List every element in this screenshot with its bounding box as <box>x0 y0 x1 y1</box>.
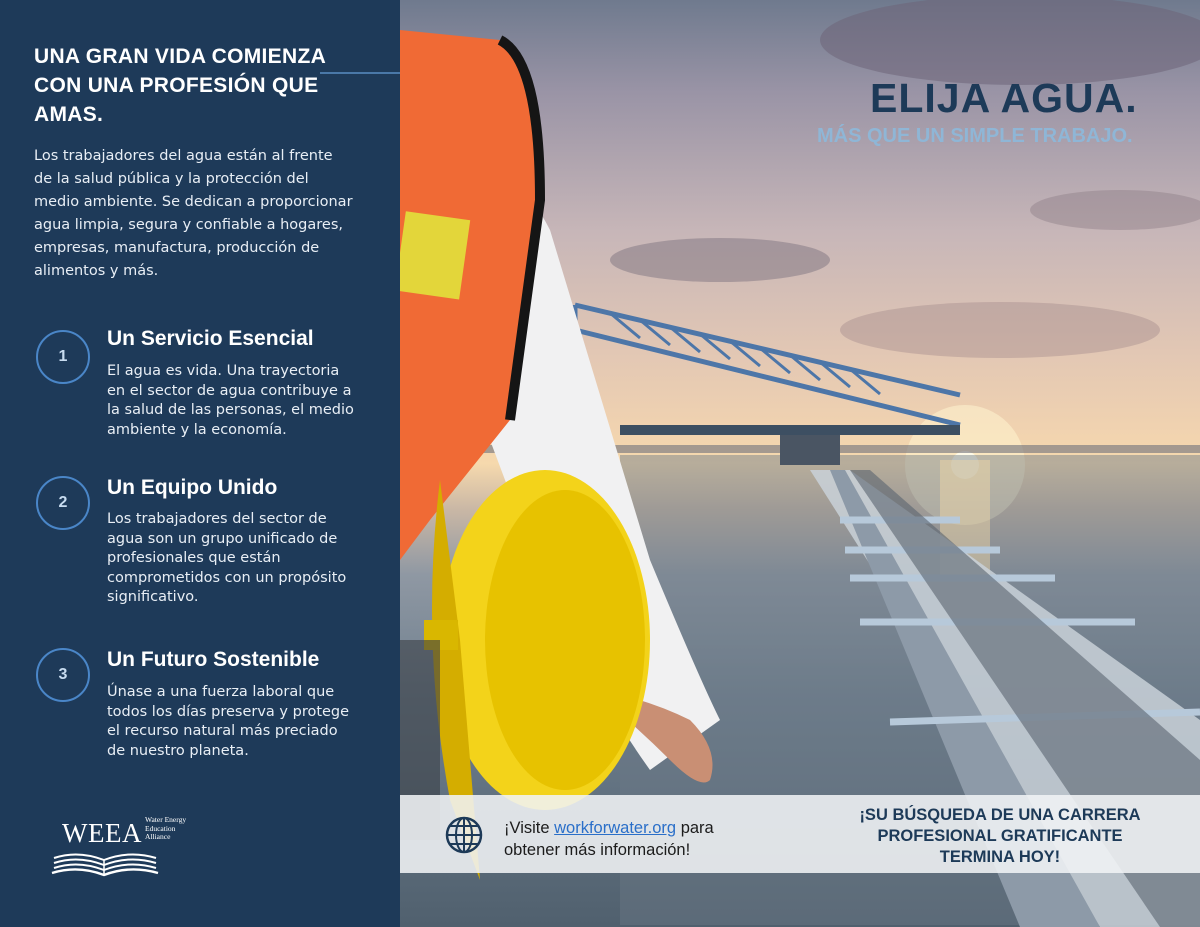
intro-text: Los trabajadores del agua están al frente de la salud pública y la protección del medio ambiente. Se dedican a proporcionar agua limpia, segura y confiable a hogares, empresas, manufactura, producción de alimentos y más. <box>34 148 353 279</box>
footer-band <box>400 795 1200 873</box>
feature-text: El agua es vida. Una trayectoria en el sector de agua contribuye a la salud de las personas, el medio ambiente y la economía. <box>107 363 354 438</box>
visit-text <box>504 817 764 861</box>
feature-title: Un Equipo Unido <box>107 476 278 499</box>
globe-icon <box>444 815 484 855</box>
visit-suffix: para obtener más información! <box>504 819 714 859</box>
feature-title: Un Futuro Sostenible <box>107 648 320 671</box>
book-icon <box>50 850 160 878</box>
weea-logo <box>50 812 190 882</box>
hero-photo-panel <box>400 0 1200 927</box>
subtitle: MÁS QUE UN SIMPLE TRABAJO. <box>817 125 1133 147</box>
feature-text: Los trabajadores del sector de agua son un grupo unificado de profesionales que están comprometidos con un propósito significativo. <box>107 511 347 605</box>
number-badge: 1 <box>36 330 90 384</box>
headline: UNA GRAN VIDA COMIENZA CON UNA PROFESIÓN QUE AMAS. <box>34 45 326 126</box>
left-panel <box>0 0 400 927</box>
main-title: ELIJA AGUA. <box>870 75 1138 121</box>
feature-title: Un Servicio Esencial <box>107 327 314 350</box>
number-badge: 2 <box>36 476 90 530</box>
visit-prefix: ¡Visite <box>504 819 555 837</box>
number-badge: 3 <box>36 648 90 702</box>
website-link[interactable]: workforwater.org <box>554 819 677 837</box>
logo-subtitle: Water Energy Education Alliance <box>145 815 187 841</box>
logo-wordmark: WEEA <box>62 818 142 848</box>
headline-divider <box>320 72 400 74</box>
feature-text: Únase a una fuerza laboral que todos los días preserva y protege el recurso natural más preciado de nuestro planeta. <box>107 684 350 759</box>
call-to-action: ¡SU BÚSQUEDA DE UNA CARRERA PROFESIONAL GRATIFICANTE TERMINA HOY! <box>859 806 1141 866</box>
